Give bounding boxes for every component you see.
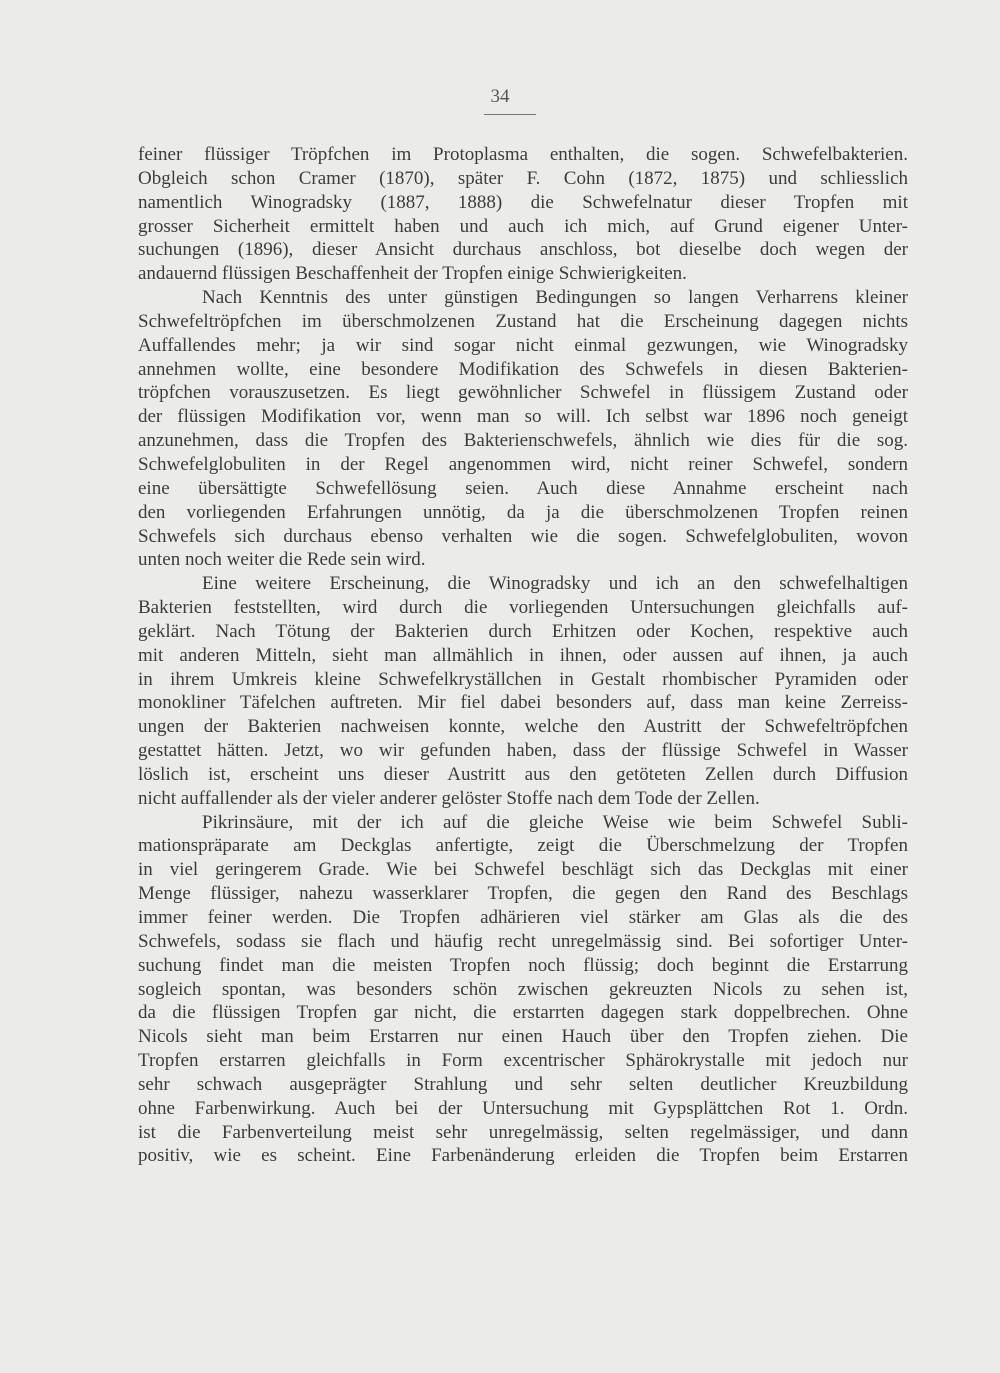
text-line: in viel geringerem Grade. Wie bei Schwefel beschlägt sich das Deckglas mit einer: [138, 859, 908, 881]
text-line: mationspräparate am Deckglas anfertigte, zeigt die Überschmelzung der Tropfen: [138, 835, 908, 857]
text-line: Schwefeltröpfchen im überschmolzenen Zustand hat die Erscheinung dagegen nichts: [138, 310, 908, 332]
text-line: feiner flüssiger Tröpfchen im Protoplasma enthalten, die sogen. Schwefelbakterien.: [138, 144, 908, 165]
text-line: Pikrinsäure, mit der ich auf die gleiche Weise wie beim Schwefel Subli-: [202, 811, 908, 833]
text-line: geklärt. Nach Tötung der Bakterien durch Erhitzen oder Kochen, respektive auch: [138, 620, 908, 642]
text-line: immer feiner werden. Die Tropfen adhärieren viel stärker am Glas als die des: [138, 907, 908, 928]
text-line: Schwefels, sodass sie flach und häufig recht unregelmässig sind. Bei sofortiger Unter-: [138, 930, 908, 952]
text-line: Eine weitere Erscheinung, die Winogradsky und ich an den schwefelhaltigen: [202, 573, 908, 595]
text-line: grosser Sicherheit ermittelt haben und auch ich mich, auf Grund eigener Unter-: [138, 215, 908, 237]
text-line: Menge flüssiger, nahezu wasserklarer Tropfen, die gegen den Rand des Beschlags: [138, 883, 908, 905]
text-line: eine übersättigte Schwefellösung seien. Auch diese Annahme erscheint nach: [138, 477, 908, 499]
text-line: der flüssigen Modifikation vor, wenn man so will. Ich selbst war 1896 noch geneigt: [138, 406, 908, 428]
text-line: suchungen (1896), dieser Ansicht durchaus anschloss, bot dieselbe doch wegen der: [138, 239, 908, 261]
text-line: ungen der Bakterien nachweisen konnte, welche den Austritt der Schwefeltröpfchen: [138, 716, 908, 738]
text-line: Bakterien feststellten, wird durch die vorliegenden Untersuchungen gleichfalls auf-: [138, 597, 908, 619]
text-line: sehr schwach ausgeprägter Strahlung und sehr selten deutlicher Kreuzbildung: [138, 1073, 908, 1095]
text-line: annehmen wollte, eine besondere Modifikation des Schwefels in diesen Bakterien-: [138, 358, 908, 380]
text-line: Schwefelglobuliten in der Regel angenommen wird, nicht reiner Schwefel, sondern: [138, 453, 908, 475]
text-line: unten noch weiter die Rede sein wird.: [138, 549, 426, 571]
text-line: sogleich spontan, was besonders schön zwischen gekreuzten Nicols zu sehen ist,: [138, 978, 908, 1000]
text-line: den vorliegenden Erfahrungen unnötig, da ja die überschmolzenen Tropfen reinen: [138, 501, 908, 523]
text-line: da die flüssigen Tropfen gar nicht, die erstarrten dagegen stark doppelbrechen. Ohne: [138, 1002, 908, 1024]
text-line: ohne Farbenwirkung. Auch bei der Untersuchung mit Gypsplättchen Rot 1. Ordn.: [138, 1097, 908, 1119]
text-line: gestattet hätten. Jetzt, wo wir gefunden haben, dass der flüssige Schwefel in Wasser: [138, 740, 908, 762]
text-line: Nicols sieht man beim Erstarren nur einen Hauch über den Tropfen ziehen. Die: [138, 1026, 908, 1048]
body-text: [138, 143, 908, 1168]
text-line: nicht auffallender als der vieler anderer gelöster Stoffe nach dem Tode der Zellen.: [138, 787, 760, 809]
text-line: Obgleich schon Cramer (1870), später F. Cohn (1872, 1875) und schliesslich: [138, 167, 908, 189]
text-line: Nach Kenntnis des unter günstigen Bedingungen so langen Verharrens kleiner: [202, 287, 908, 309]
text-line: suchung findet man die meisten Tropfen noch flüssig; doch beginnt die Erstarrung: [138, 954, 908, 976]
text-line: löslich ist, erscheint uns dieser Austritt aus den getöteten Zellen durch Diffusion: [138, 763, 908, 785]
text-line: ist die Farbenverteilung meist sehr unregelmässig, selten regelmässiger, und dann: [138, 1121, 908, 1143]
text-line: tröpfchen vorauszusetzen. Es liegt gewöhnlicher Schwefel in flüssigem Zustand oder: [138, 382, 908, 404]
text-line: Schwefels sich durchaus ebenso verhalten wie die sogen. Schwefelglobuliten, wovon: [138, 525, 908, 547]
text-line: andauernd flüssigen Beschaffenheit der Tropfen einige Schwierigkeiten.: [138, 263, 687, 285]
text-line: mit anderen Mitteln, sieht man allmählich in ihnen, oder aussen auf ihnen, ja auch: [138, 644, 908, 666]
text-line: positiv, wie es scheint. Eine Farbenänderung erleiden die Tropfen beim Erstarren: [138, 1145, 908, 1167]
page-number-rule: [484, 114, 536, 115]
text-line: Tropfen erstarren gleichfalls in Form excentrischer Sphärokrystalle mit jedoch nur: [138, 1050, 908, 1072]
text-line: anzunehmen, dass die Tropfen des Bakterienschwefels, ähnlich wie dies für die sog.: [138, 430, 908, 452]
page-number: 34: [490, 86, 510, 107]
text-line: in ihrem Umkreis kleine Schwefelkryställchen in Gestalt rhombischer Pyramiden oder: [138, 668, 908, 690]
text-line: namentlich Winogradsky (1887, 1888) die Schwefelnatur dieser Tropfen mit: [138, 191, 908, 213]
text-line: Auffallendes mehr; ja wir sind sogar nicht einmal gezwungen, wie Winogradsky: [138, 334, 908, 356]
text-line: monokliner Täfelchen auftreten. Mir fiel dabei besonders auf, dass man keine Zerreiss-: [138, 692, 908, 714]
